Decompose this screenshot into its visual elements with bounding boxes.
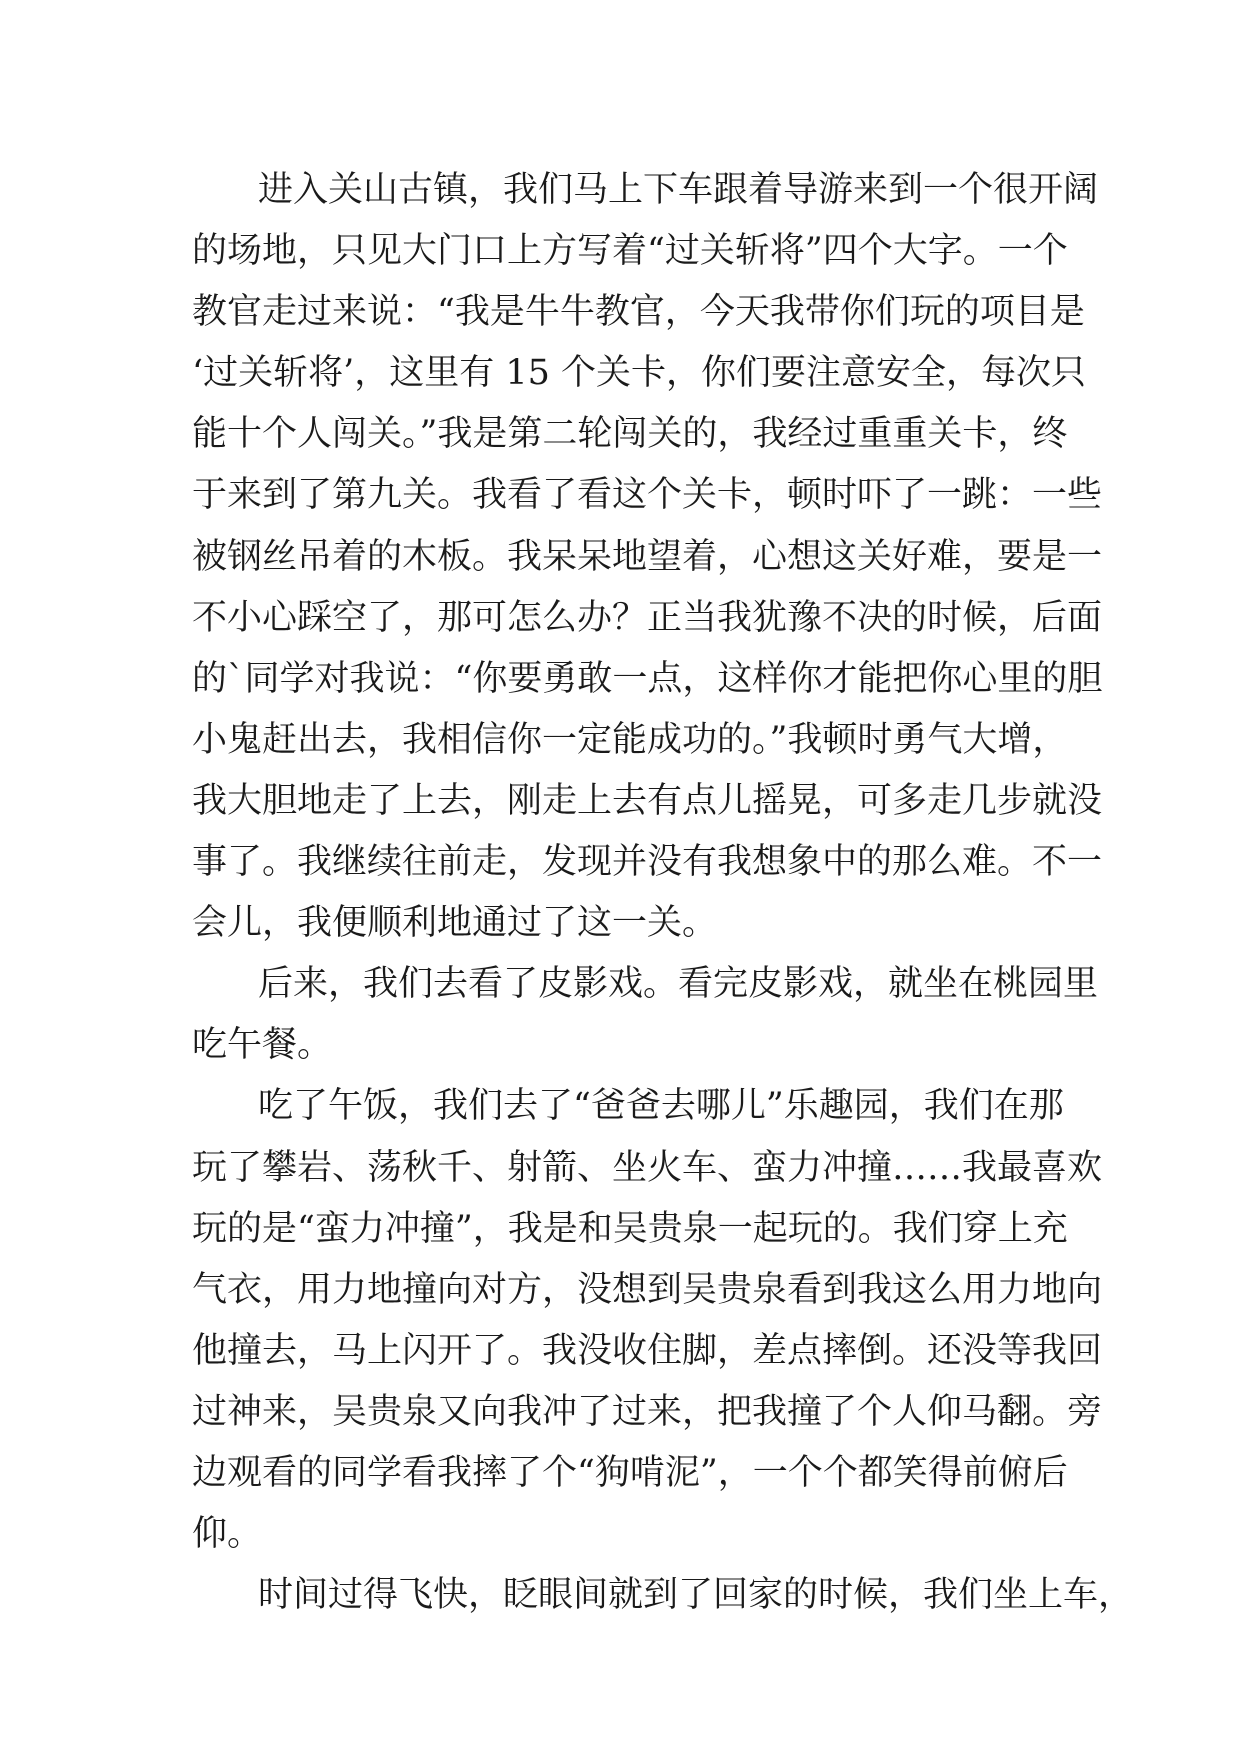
paragraph-4-line-1: 时间过得飞快，眨眼间就到了回家的时候，我们坐上车， xyxy=(258,1575,1134,1616)
paragraph-3-line-8: 仰。 xyxy=(192,1514,263,1555)
paragraph-3-line-5: 他撞去，马上闪开了。我没收住脚，差点摔倒。还没等我回 xyxy=(192,1330,1103,1371)
paragraph-3-line-6: 过神来，吴贵泉又向我冲了过来，把我撞了个人仰马翻。旁 xyxy=(192,1391,1103,1432)
paragraph-1-line-11: 我大胆地走了上去，刚走上去有点儿摇晃，可多走几步就没 xyxy=(192,780,1103,821)
paragraph-1-line-7: 被钢丝吊着的木板。我呆呆地望着，心想这关好难，要是一 xyxy=(192,536,1103,577)
paragraph-1-line-1: 进入关山古镇，我们马上下车跟着导游来到一个很开阔 xyxy=(258,170,1099,210)
document-body xyxy=(192,160,1134,1626)
paragraph-2-line-1: 后来，我们去看了皮影戏。看完皮影戏，就坐在桃园里 xyxy=(258,964,1099,1005)
paragraph-1-line-13: 会儿，我便顺利地通过了这一关。 xyxy=(192,903,718,944)
paragraph-3-line-3: 玩的是“蛮力冲撞”，我是和吴贵泉一起玩的。我们穿上充 xyxy=(192,1208,1068,1249)
paragraph-1-line-9: 的`同学对我说：“你要勇敢一点，这样你才能把你心里的胆 xyxy=(192,658,1103,699)
paragraph-1-line-3: 教官走过来说：“我是牛牛教官，今天我带你们玩的项目是 xyxy=(192,292,1085,333)
paragraph-1-line-8: 不小心踩空了，那可怎么办？正当我犹豫不决的时候，后面 xyxy=(192,597,1103,638)
paragraph-1-line-12: 事了。我继续往前走，发现并没有我想象中的那么难。不一 xyxy=(192,842,1103,883)
paragraph-1-line-6: 于来到了第九关。我看了看这个关卡，顿时吓了一跳：一些 xyxy=(192,475,1103,516)
paragraph-3-line-4: 气衣，用力地撞向对方，没想到吴贵泉看到我这么用力地向 xyxy=(192,1269,1103,1310)
paragraph-1-line-4: ‘过关斩将’，这里有 15 个关卡，你们要注意安全，每次只 xyxy=(192,353,1087,394)
paragraph-1-line-10: 小鬼赶出去，我相信你一定能成功的。”我顿时勇气大增， xyxy=(192,719,1068,760)
paragraph-3-line-1: 吃了午饭，我们去了“爸爸去哪儿”乐趣园，我们在那 xyxy=(258,1086,1064,1127)
paragraph-3-line-2: 玩了攀岩、荡秋千、射箭、坐火车、蛮力冲撞……我最喜欢 xyxy=(192,1147,1103,1188)
paragraph-2-line-2: 吃午餐。 xyxy=(192,1025,333,1066)
paragraph-1-line-2: 的场地，只见大门口上方写着“过关斩将”四个大字。一个 xyxy=(192,231,1068,272)
paragraph-1-line-5: 能十个人闯关。”我是第二轮闯关的，我经过重重关卡，终 xyxy=(192,414,1068,455)
paragraph-3-line-7: 边观看的同学看我摔了个“狗啃泥”，一个个都笑得前俯后 xyxy=(192,1452,1068,1493)
